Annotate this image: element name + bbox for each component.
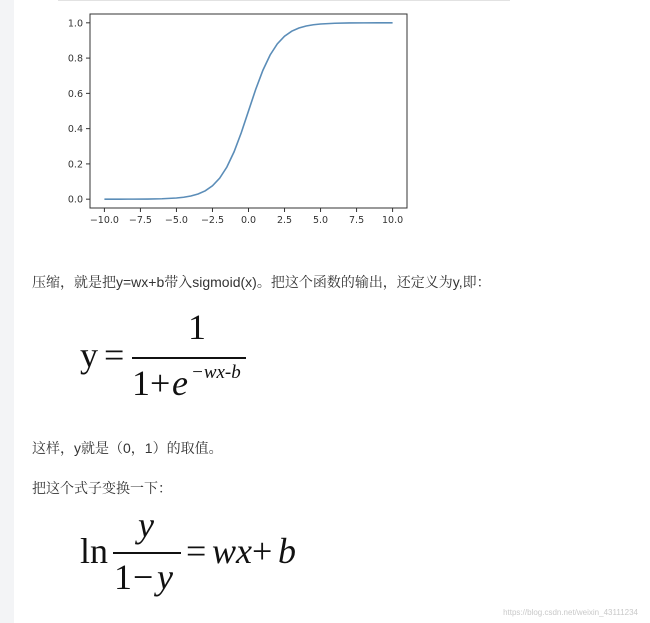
paragraph-3: 把这个式子变换一下：: [32, 480, 172, 496]
top-divider: [58, 0, 510, 1]
x-tick-label: 5.0: [312, 215, 329, 226]
formula1-den-e: e: [172, 363, 188, 403]
formula2-ln: ln: [80, 531, 109, 571]
formula2-rhs-b: b: [278, 531, 296, 571]
x-tick-label: 7.5: [349, 215, 365, 226]
y-tick-label: 0.8: [67, 53, 83, 65]
y-tick-label: 0.4: [67, 124, 83, 136]
x-tick-label: −2.5: [200, 215, 225, 226]
formula2-numerator: y: [138, 505, 154, 545]
formula1-lhs: y: [80, 335, 98, 375]
fraction-bar-2: [113, 552, 181, 554]
series-line: [104, 23, 392, 199]
x-tick-label: 10.0: [382, 215, 404, 226]
y-tick-label: 0.0: [67, 194, 83, 206]
sigmoid-formula: [80, 307, 260, 403]
paragraph-2: 这样，y就是（0，1）的取值。: [32, 440, 223, 456]
formula1-den-plus: +: [150, 363, 171, 403]
x-tick-label: −5.0: [164, 215, 188, 226]
formula2-den-y: y: [157, 557, 173, 597]
x-tick-label: 2.5: [276, 215, 293, 226]
formula2-rhs-wx: wx: [212, 531, 252, 571]
watermark: https://blog.csdn.net/weixin_43111234: [503, 608, 638, 617]
formula2-den-minus: −: [133, 557, 154, 597]
sigmoid-chart: [58, 2, 418, 240]
formula1-numerator: 1: [188, 307, 206, 347]
x-tick-label: 0.0: [240, 215, 257, 226]
y-tick-label: 0.6: [67, 88, 83, 100]
logit-formula: [80, 505, 320, 600]
formula1-den-one: 1: [132, 363, 150, 403]
fraction-bar: [132, 357, 246, 359]
left-rail: [0, 0, 14, 623]
formula2-rhs-plus: +: [252, 531, 273, 571]
paragraph-1: 压缩，就是把y=wx+b带入sigmoid(x)。把这个函数的输出，还定义为y,即：: [32, 274, 491, 290]
y-tick-label: 1.0: [67, 18, 83, 30]
y-tick-label: 0.2: [67, 159, 83, 171]
formula2-equals: =: [186, 531, 207, 571]
formula1-exponent: −wx-b: [191, 362, 241, 383]
formula1-equals: =: [104, 335, 125, 375]
formula2-den-one: 1: [114, 557, 132, 597]
x-tick-label: −10.0: [89, 215, 119, 226]
x-axis: [90, 208, 403, 226]
y-axis: [68, 18, 90, 205]
x-tick-label: −7.5: [128, 215, 152, 226]
chart-svg: [58, 2, 418, 240]
